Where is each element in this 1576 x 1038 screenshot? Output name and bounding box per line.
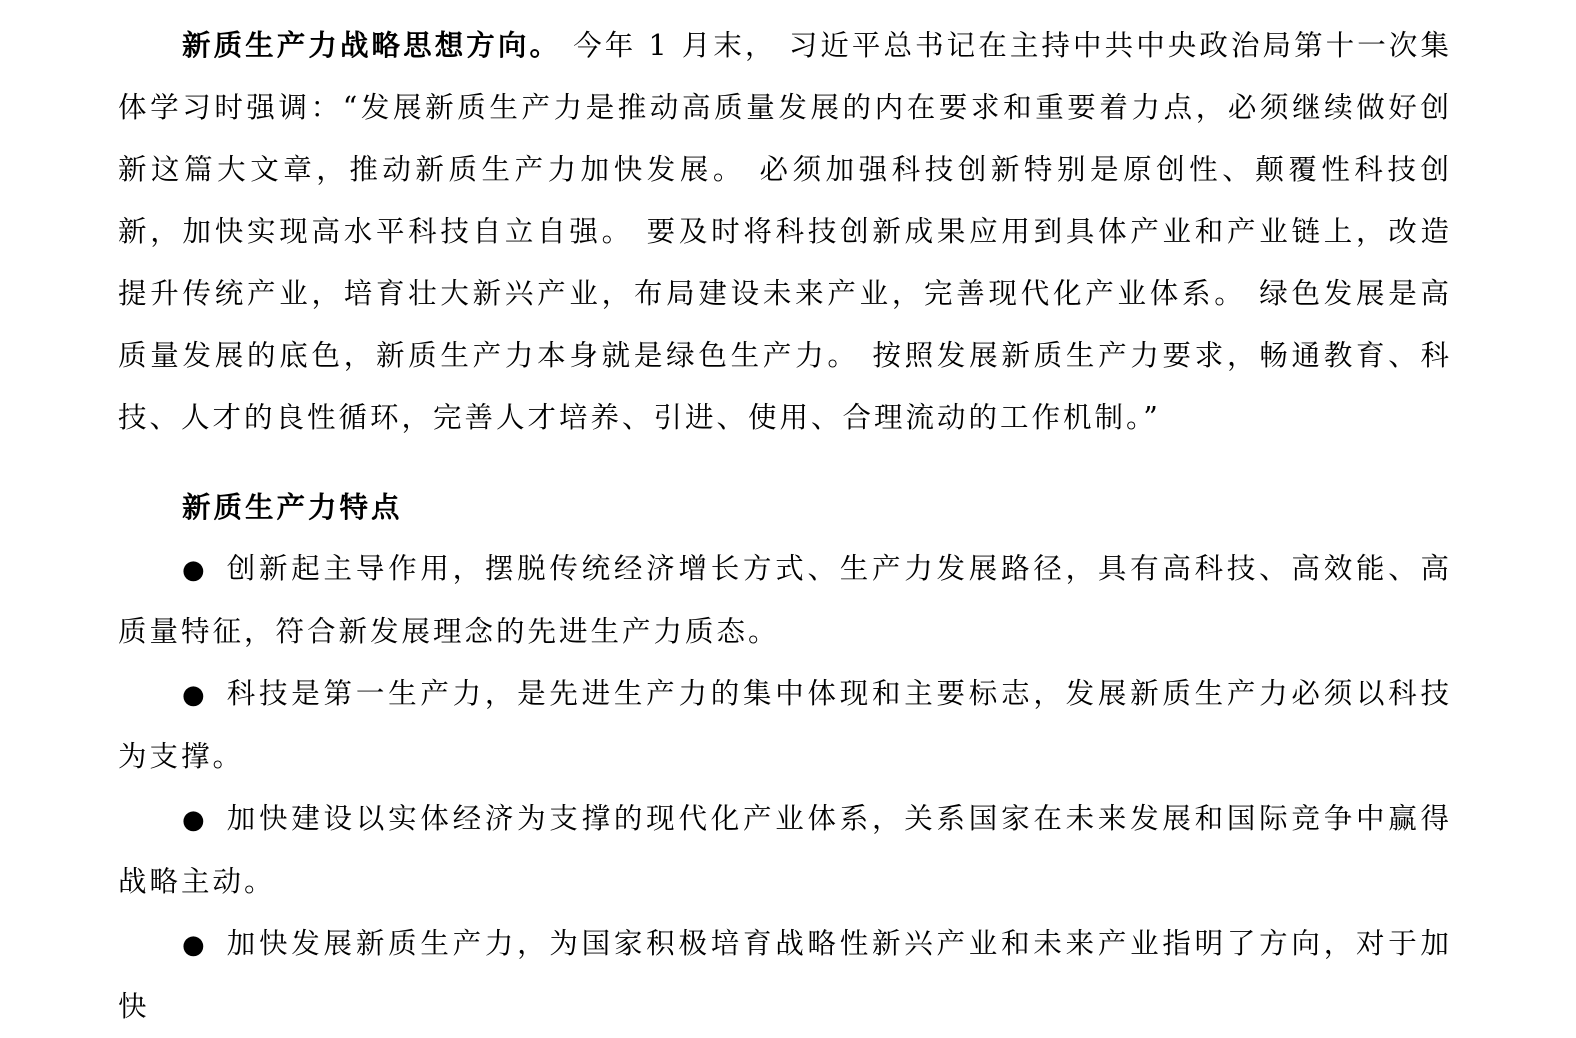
bullet-item bbox=[118, 663, 1452, 788]
document-page bbox=[118, 14, 1452, 1038]
intro-heading: 新质生产力战略思想方向。 bbox=[182, 28, 562, 62]
bullet-text: 加快建设以实体经济为支撑的现代化产业体系，关系国家在未来发展和国际竞争中赢得战略主动。 bbox=[118, 802, 1452, 898]
bullet-dot-icon: ● bbox=[182, 555, 208, 585]
bullet-dot-icon: ● bbox=[182, 680, 208, 710]
bullet-text: 创新起主导作用，摆脱传统经济增长方式、生产力发展路径，具有高科技、高效能、高质量特征，符合新发展理念的先进生产力质态。 bbox=[118, 552, 1452, 648]
bullet-text: 科技是第一生产力，是先进生产力的集中体现和主要标志，发展新质生产力必须以科技为支撑。 bbox=[118, 677, 1452, 773]
bullet-item bbox=[118, 538, 1452, 663]
bullet-dot-icon: ● bbox=[182, 805, 208, 835]
bullet-text: 加快发展新质生产力，为国家积极培育战略性新兴产业和未来产业指明了方向，对于加快 bbox=[118, 927, 1452, 1023]
bullet-item bbox=[118, 913, 1452, 1038]
section-heading: 新质生产力特点 bbox=[182, 490, 403, 524]
bullet-dot-icon: ● bbox=[182, 930, 208, 960]
bullet-item bbox=[118, 788, 1452, 913]
intro-paragraph bbox=[118, 14, 1452, 449]
intro-text: 今年 1 月末， 习近平总书记在主持中共中央政治局第十一次集体学习时强调：“发展新质生产力是推动高质量发展的内在要求和重要着力点，必须继续做好创新这篇大文章，推动新质生产力加快发展。 必须加强科技创新特别是原创性、颠覆性科技创新，加快实现高水平科技自立自强。 要及时将科技创新成果应用到具体产业和产业链上，改造提升传统产业，培育壮大新兴产业，布局建设未来产业，完善现代化产业体系。 绿色发展是高质量发展的底色，新质生产力本身就是绿色生产力。 按照发展新质生产力要求，畅通教育、科技、人才的良性循环，完善人才培养、引进、使用、合理流动的工作机制。” bbox=[118, 29, 1452, 434]
